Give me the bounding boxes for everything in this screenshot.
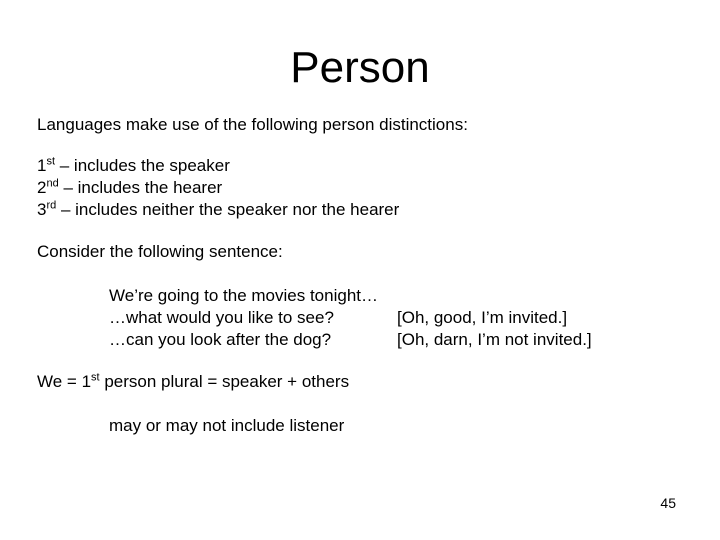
we-definition [37,371,349,393]
we-definition-rest: person plural = speaker + others [99,372,350,391]
listener-note: may or may not include listener [109,416,345,435]
distinction-ordinal: 2 [37,178,47,197]
distinction-second [37,177,222,199]
page-number: 45 [660,495,676,511]
distinction-ordinal-suffix: nd [46,177,59,190]
consider-text: Consider the following sentence: [37,242,283,261]
example-continuation: …what would you like to see? [109,308,334,327]
distinction-ordinal-suffix: st [46,155,56,168]
distinction-text: – includes the speaker [55,156,230,175]
slide-title: Person [290,43,430,92]
distinction-text: – includes neither the speaker nor the hearer [56,200,400,219]
we-definition-prefix: We = 1 [37,372,92,391]
distinction-text: – includes the hearer [58,178,223,197]
distinction-ordinal: 3 [37,200,47,219]
distinction-first [37,155,230,177]
we-definition-suffix-sup: st [91,371,100,384]
distinction-ordinal-suffix: rd [46,199,57,212]
distinction-third [37,199,399,221]
example-sentence: We’re going to the movies tonight… [109,286,378,305]
distinction-ordinal: 1 [37,156,47,175]
intro-text: Languages make use of the following person distinctions: [37,115,468,134]
example-reaction: [Oh, darn, I’m not invited.] [397,330,592,349]
example-reaction: [Oh, good, I’m invited.] [397,308,568,327]
example-continuation: …can you look after the dog? [109,330,332,349]
